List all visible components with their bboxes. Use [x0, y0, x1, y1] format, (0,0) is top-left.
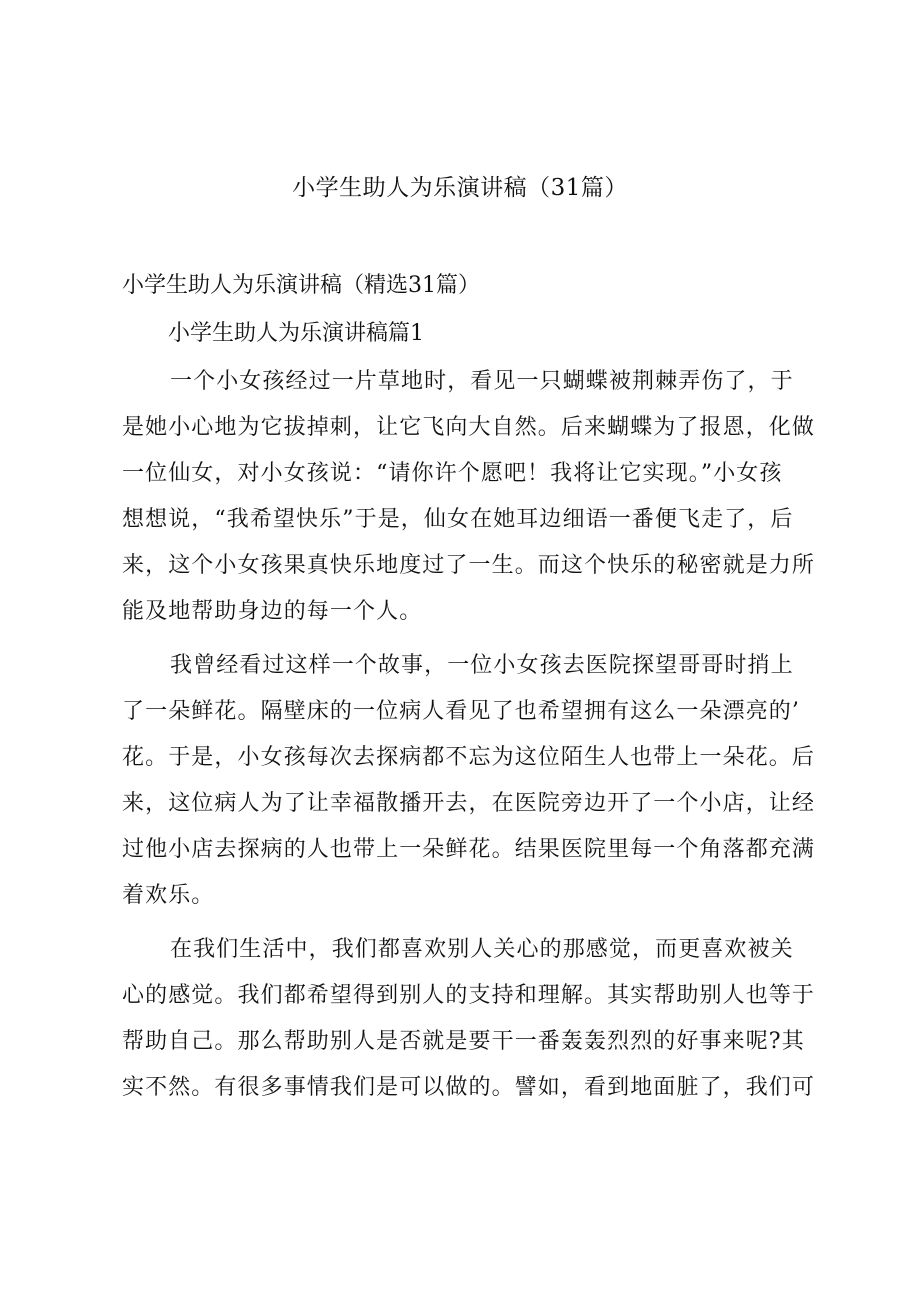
document-subtitle: 小学生助人为乐演讲稿（精选31篇）: [122, 273, 480, 298]
paragraph-line: 心的感觉。我们都希望得到别人的支持和理解。其实帮助别人也等于: [122, 983, 816, 1008]
paragraph-2: [122, 643, 822, 919]
paragraph-line: 着欢乐。: [122, 883, 215, 908]
paragraph-line: 实不然。有很多事情我们是可以做的。譬如，看到地面脏了，我们可: [122, 1075, 816, 1100]
section-heading: 小学生助人为乐演讲稿篇1: [168, 321, 424, 346]
paragraph-line: 了一朵鲜花。隔壁床的一位病人看见了也希望拥有这么一朵漂亮的’: [122, 699, 800, 724]
paragraph-line: 我曾经看过这样一个故事，一位小女孩去医院探望哥哥时捎上: [170, 653, 794, 678]
paragraph-3: [122, 927, 822, 1111]
paragraph-line: 花。于是，小女孩每次去探病都不忘为这位陌生人也带上一朵花。后: [122, 745, 816, 770]
document-title: 小学生助人为乐演讲稿（31篇）: [292, 175, 628, 201]
paragraph-line: 是她小心地为它拔掉刺，让它飞向大自然。后来蝴蝶为了报恩，化做: [122, 415, 816, 440]
paragraph-line: 想想说，“我希望快乐”于是，仙女在她耳边细语一番便飞走了，后: [122, 507, 794, 532]
paragraph-line: 帮助自己。那么帮助别人是否就是要干一番轰轰烈烈的好事来呢?其: [122, 1029, 805, 1054]
paragraph-line: 来，这位病人为了让幸福散播开去，在医院旁边开了一个小店，让经: [122, 791, 816, 816]
paragraph-1: [122, 359, 822, 635]
paragraph-line: 一个小女孩经过一片草地时，看见一只蝴蝶被荆棘弄伤了，于: [170, 369, 794, 394]
paragraph-line: 能及地帮助身边的每一个人。: [122, 599, 423, 624]
paragraph-line: 过他小店去探病的人也带上一朵鲜花。结果医院里每一个角落都充满: [122, 837, 816, 862]
paragraph-line: 一位仙女，对小女孩说：“请你许个愿吧！我将让它实现。”小女孩: [122, 461, 783, 486]
paragraph-line: 在我们生活中，我们都喜欢别人关心的那感觉，而更喜欢被关: [170, 937, 794, 962]
paragraph-line: 来，这个小女孩果真快乐地度过了一生。而这个快乐的秘密就是力所: [122, 553, 816, 578]
